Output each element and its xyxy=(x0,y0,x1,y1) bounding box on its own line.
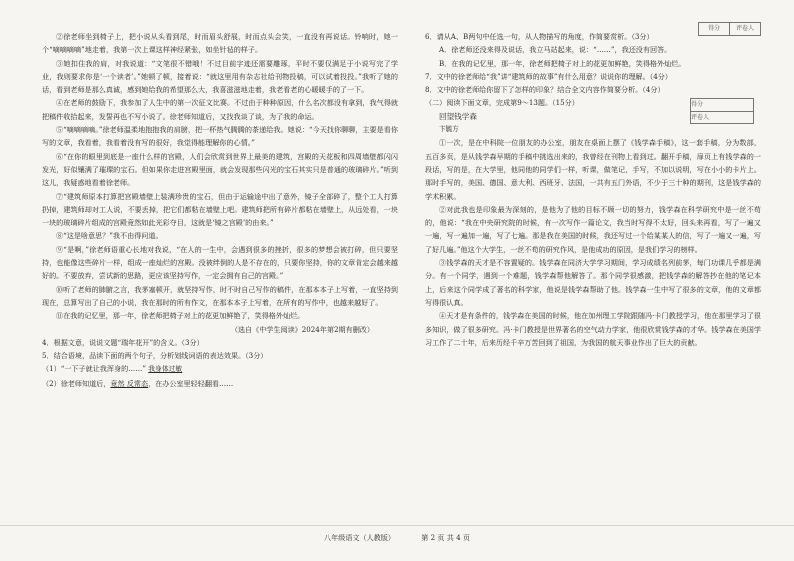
scan-line xyxy=(0,525,794,526)
handwritten-answer-2: 竟然 反常态 xyxy=(110,378,149,388)
question-5-2-prefix: （2）徐老师知道后， xyxy=(42,378,111,388)
article-paragraph-4: ④天才是有条件的，钱学森在美国的时候，他在加州理工学院跟随冯·卡门教授学习，他在那里学习了很多知识，做了很多研究。冯·卡门教授是世界著名的空气动力学家，他很欣赏钱学森的才华。钱学森在美国学习工作了二十年，后来历经千辛万苦回到了祖国，为我国的航天事业作出了巨大的贡献。 xyxy=(425,311,761,347)
article-title: 回望钱学森 xyxy=(439,111,477,121)
question-5-1-text: （1）“一下子就让我浑身的……” xyxy=(42,364,146,374)
score-label: 得分 xyxy=(699,23,730,35)
article-author: 卞毓方 xyxy=(439,125,459,134)
paragraph-4: ④在老师的鼓励下，我参加了人生中的第一次征文比赛。不过由于种种原因，什么名次都没有拿到，我气得就把稿件收拾起来，发誓再也不写小说了。徐老师知道后，又找我谈了谈，为了我的命运。 xyxy=(42,98,398,121)
question-5-1 xyxy=(42,362,398,376)
paragraph-11: ⑪在我的记忆里，那一年，徐老师把椅子对上的花更加鲜艳了，笑得格外灿烂。 xyxy=(56,311,305,321)
question-5-2-suffix: ，在办公室里轻轻翻看…… xyxy=(148,378,234,388)
section-header: （二）阅读下面文章，完成第9～13题。（15分） xyxy=(425,98,579,108)
grader-row: 评卷人 xyxy=(691,114,710,121)
footer-subject: 八年级语文（人教版） xyxy=(324,533,395,542)
option-a: A．徐老师还没来得及说话，我立马站起来，说：“……”，我还没有回答。 xyxy=(439,45,672,55)
right-column xyxy=(425,30,761,539)
question-7: 7．文中的徐老师给“我”讲“建筑师的故事”有什么用意？说说你的理解。（4分） xyxy=(425,71,672,81)
paragraph-9: ⑨“是啊，”徐老师语重心长地对我说，“在人的一生中，会遇到很多的挫折，很多的梦想会被打碎，但只要坚持，也能像这些碎片一样，组成一座灿烂的宫殿。没被绊倒的人是不存在的，只要你坚持，你的文章肯定会越来越好的。不要放弃，尝试新的思路，更应该坚持写作，一定会拥有自己的宫殿。” xyxy=(42,244,398,281)
article-paragraph-1: ①一次，是在中科院一位朋友的办公室，朋友在桌面上摆了《钱学森手稿》，这一套手稿，分为数部，五百多页，是从钱学森早期的手稿中挑选出来的，我曾经在刊物上看到过。翻开手稿，扉页上有钱学森的一段话，写的是，在大学里，他同他的同学们一样，听课，做笔记，手写，不加以说明，写在小小的卡片上。那时手写的，美国、德国、意大利、西班牙、法国，一共有五门外语，不少于三十种的期刊，这是钱学森的学术积累。 xyxy=(425,138,761,201)
score-row: 得分 xyxy=(691,99,753,112)
paragraph-6: ⑥“在你的眼里到底是一座什么样的宫殿，人们会欣赏到世界上最美的建筑，宫殿的天花板和四周墙壁都闪闪发光，好似镶满了璀璨的宝石。但如果你走进宫殿里面，就会发现那些闪光的宝石其实只是普通的玻璃碎片。”听到这儿，我疑惑地看着徐老师。 xyxy=(42,151,398,188)
question-5: 5．结合语境，品读下面的两个句子，分析划线词语的表达效果。（3分） xyxy=(42,351,268,361)
paragraph-3: ③她扣住我的肩，对我说道：“文笔很不错哦！不过目前字迹还需要雕琢，平时不要仅满足于小说写完了学业，我则要求你是‘一个读者’。”她顿了顿，接着说：“就这里用有杂志社给刊物投稿，可以试着投投。”我听了她的话，看到老师是那么真诚，感到她给我的希望那么大，我喜滋滋地走着，我老看老的心暖暖手的了一下。 xyxy=(42,58,398,95)
question-8: 8．文中的徐老师给你留下了怎样的印象？结合全文内容作简要分析。（4分） xyxy=(425,85,665,95)
article-paragraph-3: ③钱学森的天才是不容置疑的。钱学森在同济大学学习期间，学习成绩名列前茅，每门功课几乎都是满分。有一个同学，遇到一个难题，钱学森帮他解答了。那个同学很感激，把钱学森的解答抄在他的笔记本上，后来这个同学成了著名的科学家，他说是钱学森帮助了他。钱学森一生中写了很多的文章，他的文章都写得很认真。 xyxy=(425,258,761,307)
left-column xyxy=(42,30,398,539)
paragraph-7: ⑦“建筑师原本打算把宫殿墙壁上装满珍贵的宝石，但由于运输途中出了意外，镜子全部碎了，整个工人打算扔掉，建筑师却对工人说，不要丢掉，把它们都粘在墙壁上吧。建筑师把所有碎片都粘在墙壁上，从远处看，一块一块的玻璃碎片组成的宫殿竟然如此光彩夺目，这就是‘镜之宫殿’的由来。” xyxy=(42,191,398,228)
grader-label: 评卷人 xyxy=(735,25,754,32)
page-footer xyxy=(0,533,794,543)
paragraph-10: ⑩听了老师的肺腑之言，我茅塞顿开，就坚持写作，时不时自己写作的稿件，在那本本子上写着，一直坚持到现在，总算写出了自己的小说，我在那时的所有作文，在那本本子上写着，在所有的写作中，也越来越好了。 xyxy=(42,284,398,307)
paragraph-5: ⑤“嘀嘀嘀嘀。”徐老师温柔地抱抱我的肩膀，把一杯热气腾腾的茶递给我。她说：“今天找你聊聊，主要是看你写的文章，我看着，我看着没有写的很好，我觉得能理解你的心情。” xyxy=(42,125,398,148)
question-4: 4．根据文意，说说文题“瑞年花开”的含义。（3分） xyxy=(42,337,204,347)
question-5-2 xyxy=(42,377,398,390)
footer-page-info: 第 2 页 共 4 页 xyxy=(421,533,470,542)
citation: （选自《中学生阅读》2024年第2期有删改） xyxy=(230,324,374,334)
handwritten-answer-1: 我身体过敏 xyxy=(148,365,183,374)
question-6: 6．请从A、B两句中任选一句，从人物描写的角度，作简要赏析。（3分） xyxy=(425,32,654,41)
option-b: B．在我的记忆里，那一年，徐老师把椅子对上的花更加鲜艳，笑得格外灿烂。 xyxy=(439,58,686,68)
paragraph-2: ②徐老师坐到椅子上，把小说从头看到尾，时而眉头舒展，时而点头会笑，一直没有再说话。铃响时，她一个“嘀嘀嘀嘀”地走着，我第一次上课这样神经紧张，如坐针毡的样子。 xyxy=(42,32,398,55)
paragraph-8: ⑧“这是啥意思？”我不由得问道。 xyxy=(56,231,163,241)
article-paragraph-2: ②对此我也是印象最为深刻的，是他为了他的目标不顾一切的努力，钱学森在科学研究中是一丝不苟的，他说：“我在中央研究院的时候，有一次写作一篇论文，我当时写得不太好，回头来再看，写了一遍又一遍，写一遍加一遍，写了七遍。那是我在美国的时候，我还写过一个给某某人的信，写了一遍又一遍，写了好几遍。”他这个大学生，一丝不苟的研究作风，是他成功的原因，是我们学习的榜样。 xyxy=(425,204,761,254)
